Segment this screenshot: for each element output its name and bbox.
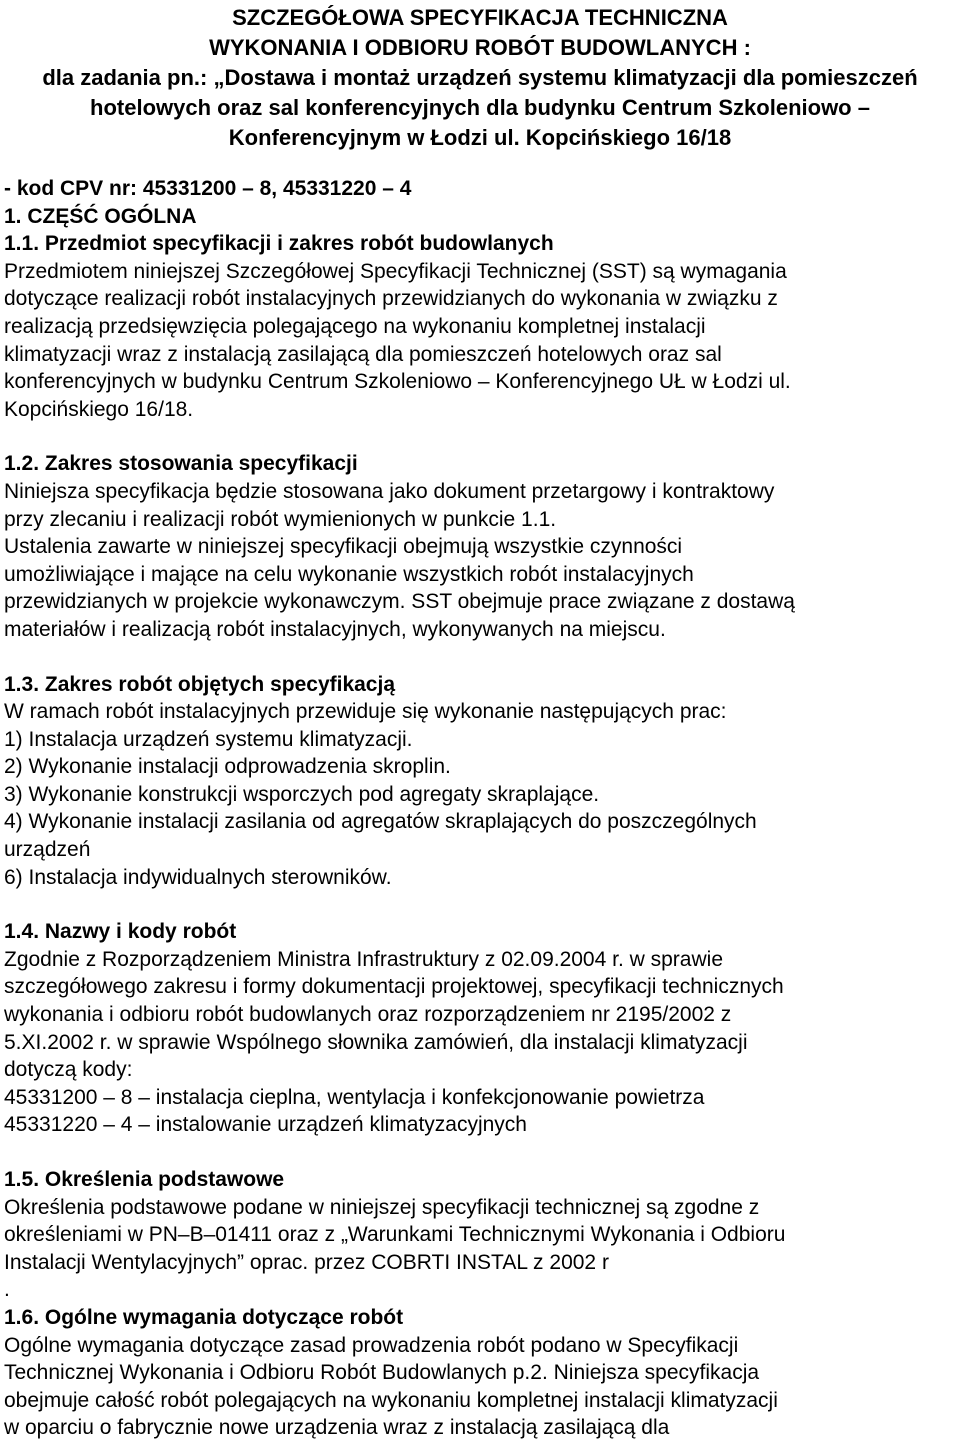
paragraph-line: szczegółowego zakresu i formy dokumentacji projektowej, specyfikacji technicznych [4, 975, 784, 999]
list-item: 2) Wykonanie instalacji odprowadzenia skroplin. [4, 755, 451, 779]
list-item: 1) Instalacja urządzeń systemu klimatyzacji. [4, 727, 413, 751]
section-heading-1-2: 1.2. Zakres stosowania specyfikacji [4, 452, 358, 476]
section-heading-1-5: 1.5. Określenia podstawowe [4, 1168, 285, 1191]
list-item: 3) Wykonanie konstrukcji wsporczych pod agregaty skraplające. [4, 782, 600, 806]
paragraph-line: dotyczące realizacji robót instalacyjnych przewidzianych do wykonania w związku z [4, 287, 778, 311]
paragraph-line: Kopcińskiego 16/18. [4, 397, 194, 421]
paragraph-line: przy zlecaniu i realizacji robót wymienionych w punkcie 1.1. [4, 507, 557, 531]
part-heading: 1. CZĘŚĆ OGÓLNA [4, 204, 197, 228]
paragraph-line: dotyczą kody: [4, 1058, 133, 1082]
paragraph-line: w oparciu o fabrycznie nowe urządzenia wraz z instalacją zasilającą dla [4, 1416, 670, 1440]
paragraph-line: . [4, 1278, 10, 1302]
spacer [4, 153, 956, 175]
section-heading-1-4: 1.4. Nazwy i kody robót [4, 920, 237, 944]
paragraph-line: Ustalenia zawarte w niniejszej specyfikacji obejmują wszystkie czynności [4, 535, 683, 559]
list-item: 4) Wykonanie instalacji zasilania od agregatów skraplających do poszczególnych [4, 810, 757, 834]
paragraph-line: umożliwiające i mające na celu wykonanie wszystkich robót instalacyjnych [4, 562, 694, 586]
paragraph-line: materiałów i realizacją robót instalacyjnych, wykonywanych na miejscu. [4, 617, 666, 641]
cpv-code: - kod CPV nr: 45331200 – 8, 45331220 – 4 [4, 177, 412, 200]
paragraph-line: Zgodnie z Rozporządzeniem Ministra Infrastruktury z 02.09.2004 r. w sprawie [4, 947, 723, 971]
paragraph-line: wykonania i odbioru robót budowlanych oraz rozporządzeniem nr 2195/2002 z [4, 1003, 732, 1027]
title-line: Konferencyjnym w Łodzi ul. Kopcińskiego 16/18 [228, 125, 732, 150]
paragraph-line: Określenia podstawowe podane w niniejszej specyfikacji technicznej są zgodne z [4, 1195, 760, 1219]
section-heading-1-6: 1.6. Ogólne wymagania dotyczące robót [4, 1305, 404, 1329]
title-line: WYKONANIA I ODBIORU ROBÓT BUDOWLANYCH : [209, 35, 751, 60]
section-heading-1-3: 1.3. Zakres robót objętych specyfikacją [4, 672, 396, 696]
spacer [4, 1139, 956, 1166]
paragraph-line: konferencyjnych w budynku Centrum Szkoleniowo – Konferencyjnego UŁ w Łodzi ul. [4, 370, 791, 394]
paragraph-line: Technicznej Wykonania i Odbioru Robót Budowlanych p.2. Niniejsza specyfikacja [4, 1361, 760, 1385]
section-heading-1-1: 1.1. Przedmiot specyfikacji i zakres robót budowlanych [4, 232, 554, 256]
list-item: 6) Instalacja indywidualnych sterowników. [4, 865, 392, 889]
paragraph-line: 5.XI.2002 r. w sprawie Wspólnego słownika zamówień, dla instalacji klimatyzacji [4, 1030, 748, 1054]
paragraph-line: Niniejsza specyfikacja będzie stosowana jako dokument przetargowy i kontraktowy [4, 479, 775, 503]
spacer [4, 891, 956, 918]
title-line: dla zadania pn.: „Dostawa i montaż urządzeń systemu klimatyzacji dla pomieszczeń [42, 65, 918, 90]
document-title [4, 3, 956, 153]
paragraph-line: obejmuje całość robót polegających na wykonaniu kompletnej instalacji klimatyzacji [4, 1388, 778, 1412]
paragraph-line: Ogólne wymagania dotyczące zasad prowadzenia robót podano w Specyfikacji [4, 1333, 739, 1357]
title-line: hotelowych oraz sal konferencyjnych dla budynku Centrum Szkoleniowo – [90, 95, 870, 120]
paragraph-line: W ramach robót instalacyjnych przewiduje się wykonanie następujących prac: [4, 700, 727, 724]
code-line: 45331200 – 8 – instalacja cieplna, wentylacja i konfekcjonowanie powietrza [4, 1085, 705, 1109]
paragraph-line: Przedmiotem niniejszej Szczegółowej Specyfikacji Technicznej (SST) są wymagania [4, 259, 787, 283]
paragraph-line: przewidzianych w projekcie wykonawczym. SST obejmuje prace związane z dostawą [4, 590, 795, 614]
paragraph-line: określeniami w PN–B–01411 oraz z „Warunkami Technicznymi Wykonania i Odbioru [4, 1223, 786, 1247]
paragraph-line: realizacją przedsięwzięcia polegającego na wykonaniu kompletnej instalacji [4, 314, 706, 338]
paragraph-line: klimatyzacji wraz z instalacją zasilającą dla pomieszczeń hotelowych oraz sal [4, 342, 722, 366]
spacer [4, 423, 956, 450]
title-line: SZCZEGÓŁOWA SPECYFIKACJA TECHNICZNA [232, 5, 728, 30]
paragraph-line: Instalacji Wentylacyjnych” oprac. przez COBRTI INSTAL z 2002 r [4, 1250, 609, 1274]
spacer [4, 644, 956, 671]
code-line: 45331220 – 4 – instalowanie urządzeń klimatyzacyjnych [4, 1113, 527, 1137]
list-item: urządzeń [4, 838, 91, 862]
document-page [4, 3, 956, 1442]
